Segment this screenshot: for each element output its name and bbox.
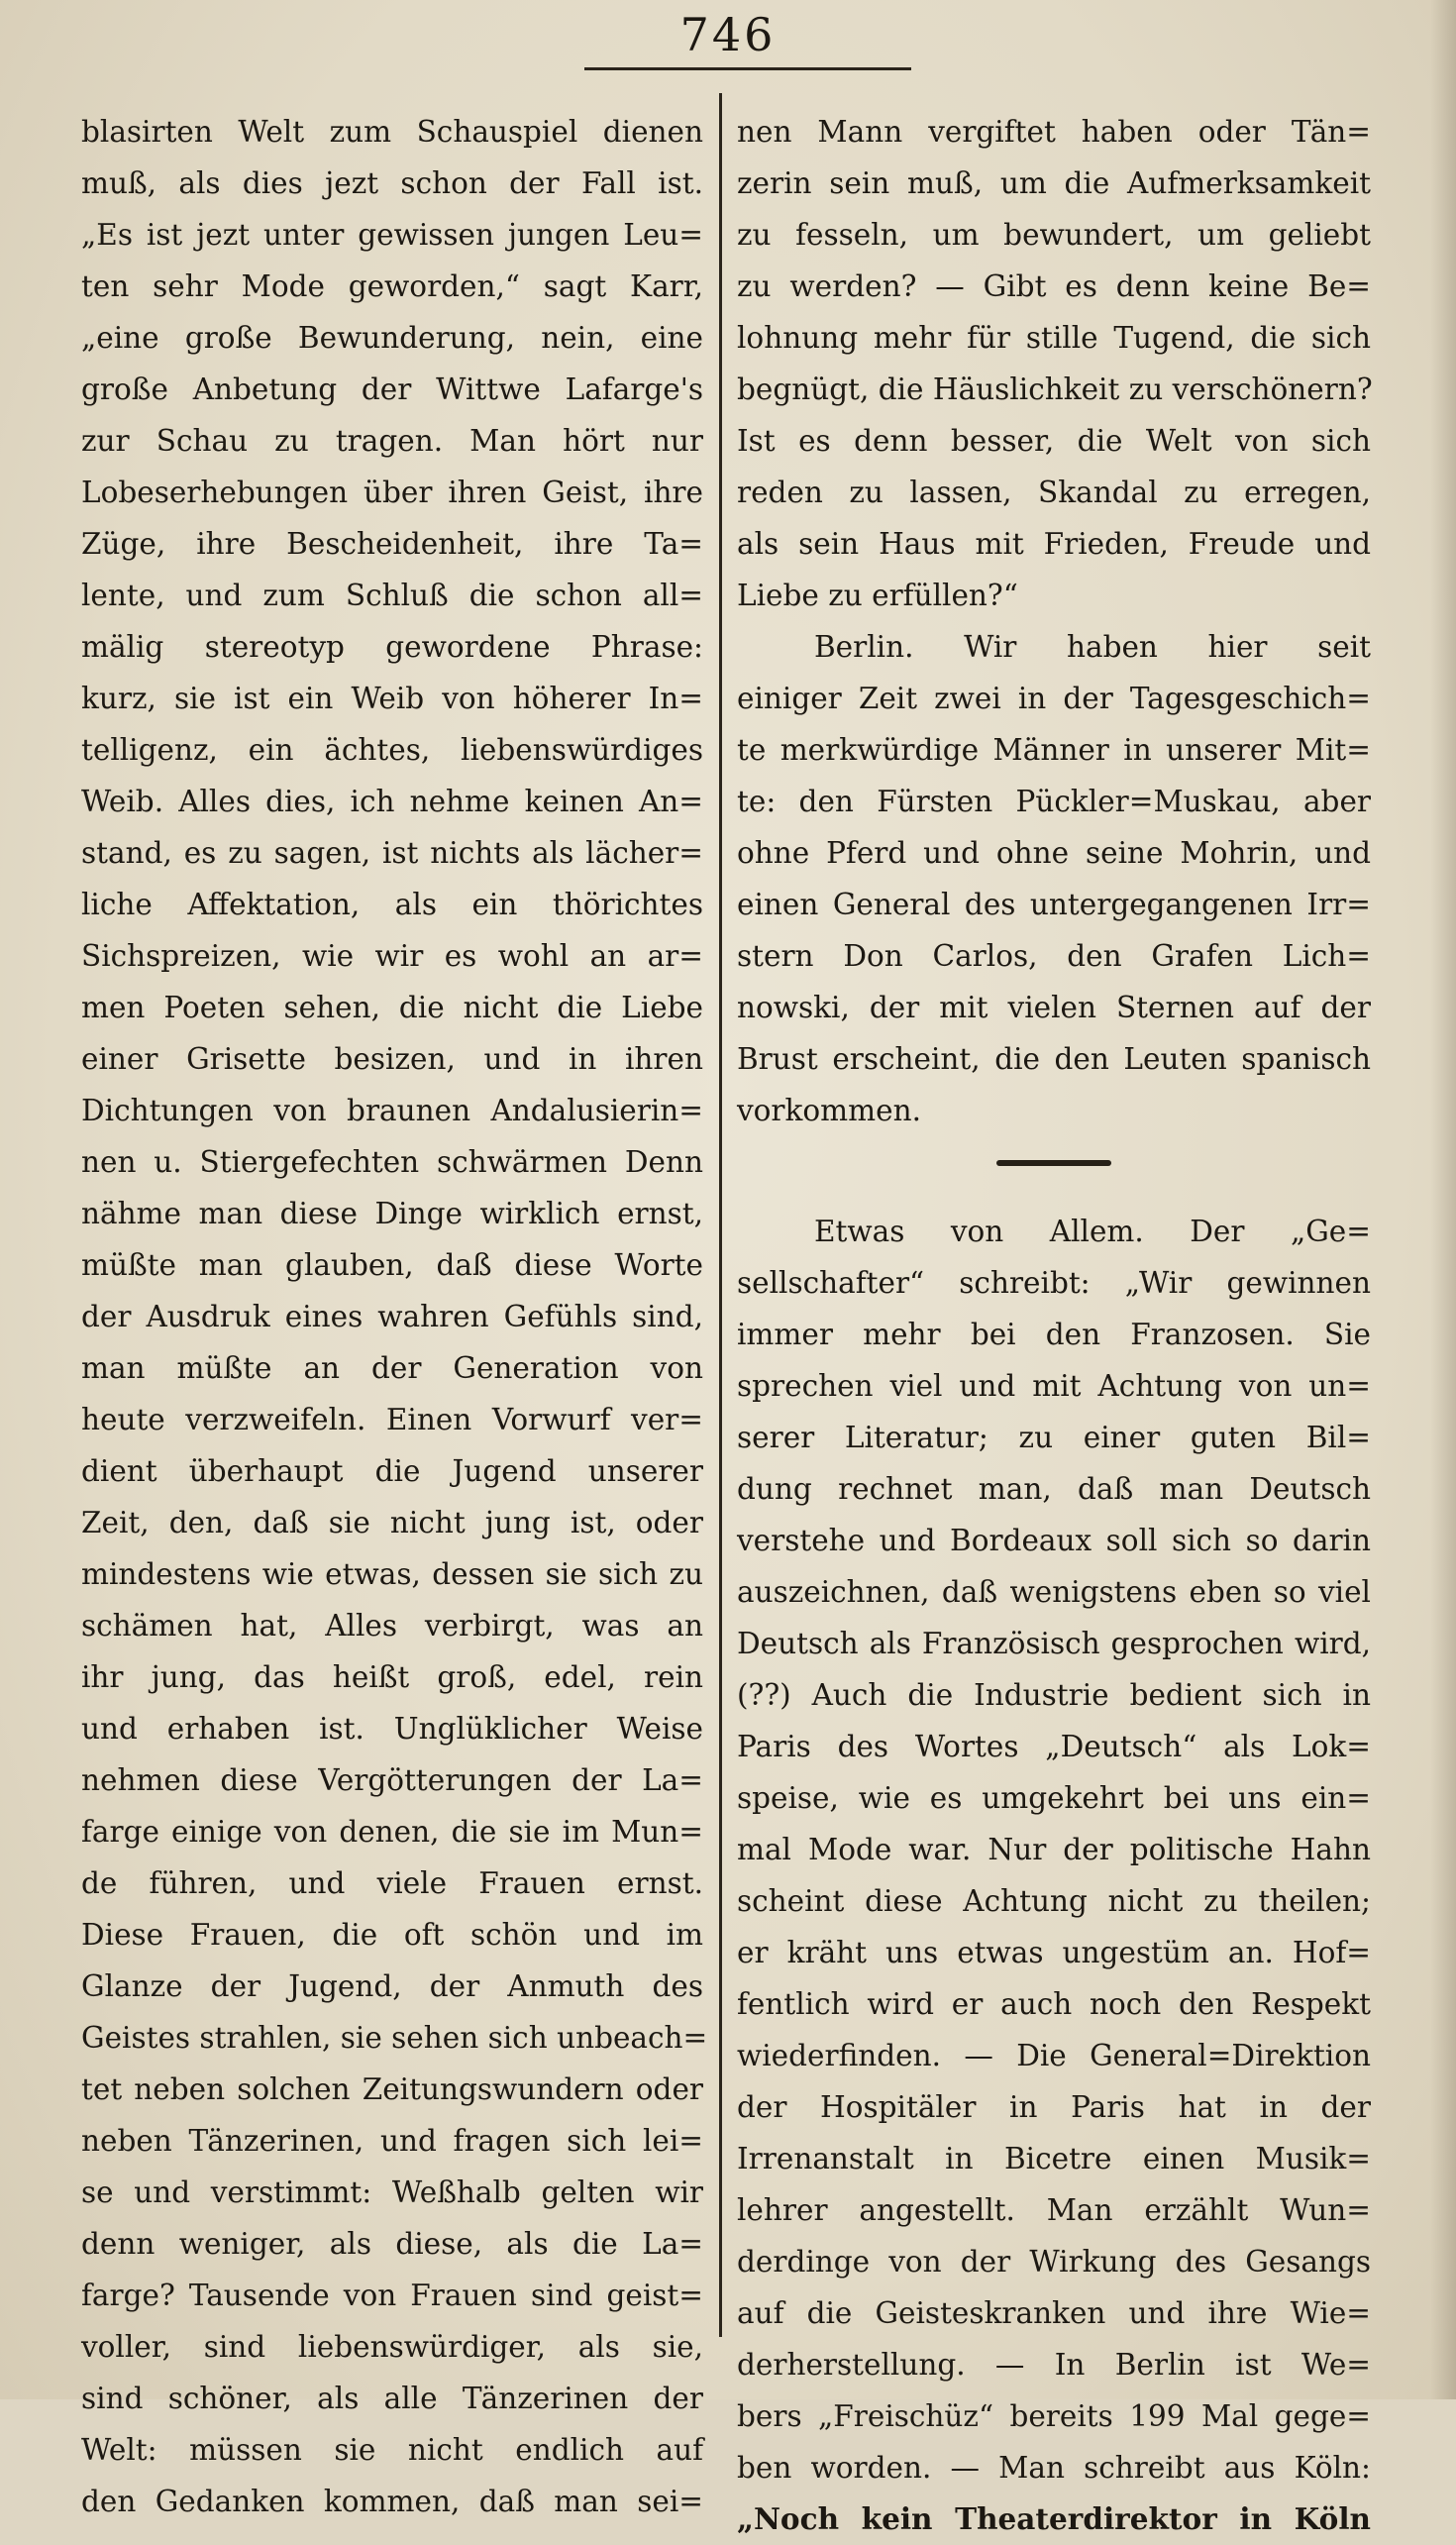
text-line: bers „Freischüz“ bereits 199 Mal gege= — [737, 2399, 1371, 2433]
text-line: blasirten Welt zum Schauspiel dienen — [81, 115, 703, 149]
text-line: Zeit, den, daß sie nicht jung ist, oder — [81, 1506, 703, 1539]
text-line: zu werden? — Gibt es denn keine Be= — [737, 269, 1371, 303]
text-line: Geistes strahlen, sie sehen sich unbeach= — [81, 2021, 708, 2055]
text-line: ohne Pferd und ohne seine Mohrin, und — [737, 836, 1371, 870]
text-line: denn weniger, als diese, als die La= — [81, 2227, 703, 2261]
text-line: se und verstimmt: Weßhalb gelten wir — [81, 2175, 703, 2209]
text-line: dient überhaupt die Jugend unserer — [81, 1454, 703, 1488]
text-line: sellschafter“ schreibt: „Wir gewinnen — [737, 1266, 1371, 1300]
text-line: serer Literatur; zu einer guten Bil= — [737, 1421, 1371, 1454]
header-rule — [584, 67, 911, 70]
text-line: lehrer angestellt. Man erzählt Wun= — [737, 2193, 1371, 2227]
left-column — [81, 106, 708, 2527]
text-line: vorkommen. — [737, 1094, 921, 1127]
text-line: Sichspreizen, wie wir es wohl an ar= — [81, 939, 703, 973]
text-line: Etwas von Allem. Der „Ge= — [814, 1215, 1371, 1248]
text-line: men Poeten sehen, die nicht die Liebe — [81, 991, 703, 1024]
text-line: nen u. Stiergefechten schwärmen Denn — [81, 1145, 703, 1179]
paragraph-continuation — [737, 106, 1371, 621]
etwas-von-allem-paragraph — [737, 1206, 1371, 2545]
text-line: derdinge von der Wirkung des Gesangs — [737, 2245, 1371, 2279]
text-line: ben worden. — Man schreibt aus Köln: — [737, 2451, 1371, 2485]
text-line: schämen hat, Alles verbirgt, was an — [81, 1609, 703, 1643]
text-line: müßte man glauben, daß diese Worte — [81, 1248, 703, 1282]
page-number: 746 — [679, 8, 777, 61]
text-line: lohnung mehr für stille Tugend, die sich — [737, 321, 1371, 355]
text-line: stand, es zu sagen, ist nichts als lächer= — [81, 836, 703, 870]
text-line: neben Tänzerinen, und fragen sich lei= — [81, 2124, 703, 2158]
text-line: Züge, ihre Bescheidenheit, ihre Ta= — [81, 527, 703, 561]
text-line: Brust erscheint, die den Leuten spanisch — [737, 1042, 1371, 1076]
text-line: einiger Zeit zwei in der Tagesgeschich= — [737, 682, 1371, 715]
text-line: wiederfinden. — Die General=Direktion — [737, 2039, 1371, 2072]
text-line: zerin sein muß, um die Aufmerksamkeit — [737, 166, 1371, 200]
text-line: große Anbetung der Wittwe Lafarge's — [81, 372, 703, 406]
text-line: kurz, sie ist ein Weib von höherer In= — [81, 682, 703, 715]
text-line: farge einige von denen, die sie im Mun= — [81, 1815, 703, 1849]
text-line: Dichtungen von braunen Andalusierin= — [81, 1094, 703, 1127]
text-line: der Ausdruk eines wahren Gefühls sind, — [81, 1300, 703, 1333]
text-line: mindestens wie etwas, dessen sie sich zu — [81, 1557, 703, 1591]
page-edge-shadow — [1430, 0, 1456, 2399]
text-line: Berlin. Wir haben hier seit — [814, 630, 1371, 664]
text-line: zu fesseln, um bewundert, um geliebt — [737, 218, 1371, 252]
text-line: „eine große Bewunderung, nein, eine — [81, 321, 703, 355]
text-line: Glanze der Jugend, der Anmuth des — [81, 1969, 703, 2003]
text-line: Deutsch als Französisch gesprochen wird, — [737, 1627, 1371, 1660]
text-line: derherstellung. — In Berlin ist We= — [737, 2348, 1371, 2382]
section-separator — [737, 1160, 1371, 1166]
text-line: „Es ist jezt unter gewissen jungen Leu= — [81, 218, 703, 252]
text-line: speise, wie es umgekehrt bei uns ein= — [737, 1781, 1371, 1815]
right-column — [737, 106, 1371, 2545]
text-line: voller, sind liebenswürdiger, als sie, — [81, 2330, 703, 2364]
text-line: nen Mann vergiftet haben oder Tän= — [737, 115, 1371, 149]
text-line: Paris des Wortes „Deutsch“ als Lok= — [737, 1730, 1371, 1763]
text-line: stern Don Carlos, den Grafen Lich= — [737, 939, 1371, 973]
text-line: muß, als dies jezt schon der Fall ist. — [81, 166, 703, 200]
text-line: Welt: müssen sie nicht endlich auf — [81, 2433, 703, 2467]
text-line: nowski, der mit vielen Sternen auf der — [737, 991, 1371, 1024]
text-line: reden zu lassen, Skandal zu erregen, — [737, 476, 1371, 509]
text-line: ihr jung, das heißt groß, edel, rein — [81, 1660, 703, 1694]
text-line: den Gedanken kommen, daß man sei= — [81, 2485, 703, 2518]
text-line: als sein Haus mit Frieden, Freude und — [737, 527, 1371, 561]
text-line: te: den Fürsten Pückler=Muskau, aber — [737, 785, 1371, 818]
text-line: fentlich wird er auch noch den Respekt — [737, 1987, 1371, 2021]
text-line: mal Mode war. Nur der politische Hahn — [737, 1833, 1371, 1866]
text-line: zur Schau zu tragen. Man hört nur — [81, 424, 703, 458]
text-line: verstehe und Bordeaux soll sich so darin — [737, 1524, 1371, 1557]
text-line: farge? Tausende von Frauen sind geist= — [81, 2279, 703, 2312]
text-line: telligenz, ein ächtes, liebenswürdiges — [81, 733, 703, 767]
text-line: Lobeserhebungen über ihren Geist, ihre — [81, 476, 703, 509]
text-line: Diese Frauen, die oft schön und im — [81, 1918, 703, 1952]
text-line: te merkwürdige Männer in unserer Mit= — [737, 733, 1371, 767]
text-line: (??) Auch die Industrie bedient sich in — [737, 1678, 1371, 1712]
text-line: auf die Geisteskranken und ihre Wie= — [737, 2296, 1371, 2330]
text-line: heute verzweifeln. Einen Vorwurf ver= — [81, 1403, 703, 1436]
text-line: sprechen viel und mit Achtung von un= — [737, 1369, 1371, 1403]
text-line: auszeichnen, daß wenigstens eben so viel — [737, 1575, 1371, 1609]
text-line: man müßte an der Generation von — [81, 1351, 703, 1385]
text-line: nehmen diese Vergötterungen der La= — [81, 1763, 703, 1797]
text-line: Irrenanstalt in Bicetre einen Musik= — [737, 2142, 1371, 2175]
text-line: de führen, und viele Frauen ernst. — [81, 1866, 703, 1900]
text-line: nähme man diese Dinge wirklich ernst, — [81, 1197, 703, 1230]
text-line: sind schöner, als alle Tänzerinen der — [81, 2382, 703, 2415]
text-line: begnügt, die Häuslichkeit zu verschönern? — [737, 372, 1373, 406]
text-line: und erhaben ist. Unglüklicher Weise — [81, 1712, 703, 1746]
text-line: Liebe zu erfüllen?“ — [737, 579, 1018, 612]
text-line: Weib. Alles dies, ich nehme keinen An= — [81, 785, 703, 818]
text-line: ten sehr Mode geworden,“ sagt Karr, — [81, 269, 703, 303]
text-line: mälig stereotyp gewordene Phrase: — [81, 630, 703, 664]
text-line: liche Affektation, als ein thörichtes — [81, 888, 703, 921]
text-line: er kräht uns etwas ungestüm an. Hof= — [737, 1936, 1371, 1969]
text-line: der Hospitäler in Paris hat in der — [737, 2090, 1371, 2124]
column-divider — [719, 93, 722, 2337]
text-line: einer Grisette besizen, und in ihren — [81, 1042, 703, 1076]
text-line: einen General des untergegangenen Irr= — [737, 888, 1371, 921]
text-line: Ist es denn besser, die Welt von sich — [737, 424, 1371, 458]
section-rule — [996, 1160, 1111, 1166]
text-line: dung rechnet man, daß man Deutsch — [737, 1472, 1371, 1506]
text-line: tet neben solchen Zeitungswundern oder — [81, 2072, 703, 2106]
text-line: lente, und zum Schluß die schon all= — [81, 579, 703, 612]
text-line: „Noch kein Theaterdirektor in Köln — [737, 2501, 1371, 2536]
berlin-paragraph — [737, 621, 1371, 1136]
text-line: immer mehr bei den Franzosen. Sie — [737, 1318, 1371, 1351]
text-line: scheint diese Achtung nicht zu theilen; — [737, 1884, 1371, 1918]
